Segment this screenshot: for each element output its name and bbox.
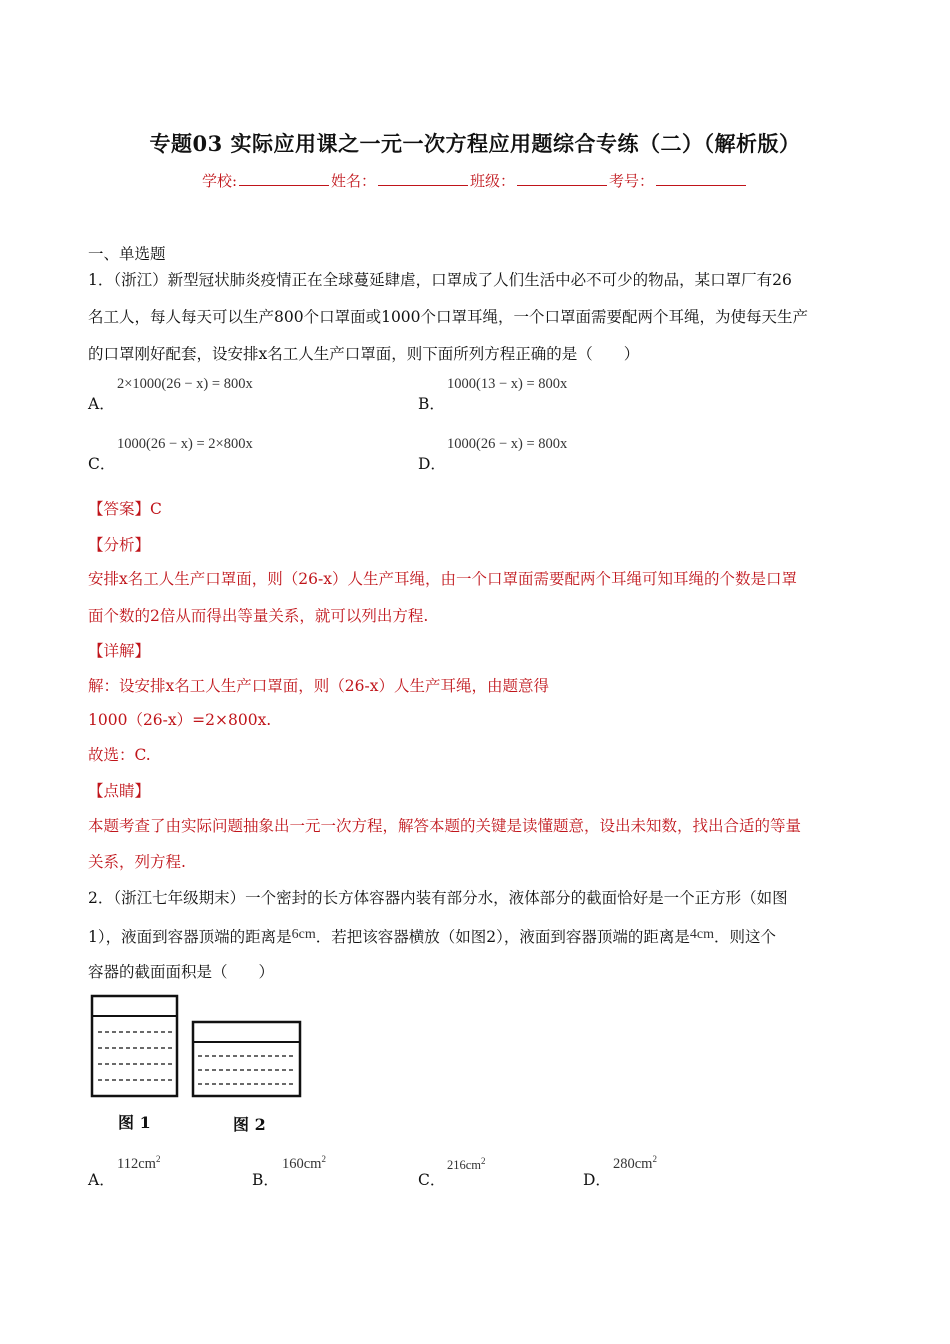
q1-option-b-label: B．: [418, 395, 445, 413]
comment-line1: 本题考查了由实际问题抽象出一元一次方程，解答本题的关键是读懂题意，设出未知数，找出合适的等量: [88, 817, 802, 835]
detail-line2: 1000（26-x）=2×800x.: [88, 711, 272, 729]
figure-2-container: [193, 1022, 300, 1096]
q2-line2: [88, 925, 776, 947]
comment-header: 【点睛】: [88, 782, 151, 800]
q2-line2-part3: ．则这个: [713, 928, 776, 946]
q2-option-c-value: $216cm^2$: [447, 1156, 486, 1173]
q2-option-a-label: A．: [88, 1171, 115, 1189]
q2-option-b-value: $160cm^2$: [282, 1154, 326, 1172]
q2-option-c-label: C．: [418, 1171, 446, 1189]
q1-option-c-label: C．: [88, 455, 116, 473]
q2-unit-a: 6cm: [291, 927, 316, 942]
name-label: 姓名：: [331, 172, 377, 190]
class-label: 班级：: [470, 172, 516, 190]
name-field[interactable]: [378, 171, 468, 186]
q1-option-a-formula: 2×1000(26 − x) = 800x: [117, 376, 253, 392]
q1-option-c-formula: 1000(26 − x) = 2×800x: [117, 436, 253, 452]
figure-2-label: 图 2: [233, 1115, 266, 1134]
q2-option-b-label: B．: [252, 1171, 279, 1189]
q2-line1: 2．（浙江七年级期末）一个密封的长方体容器内装有部分水，液体部分的截面恰好是一个正方形（如图: [88, 889, 788, 907]
q2-line3: 容器的截面面积是（ ）: [88, 963, 275, 981]
figure-1-container: [92, 996, 177, 1096]
analysis-line2: 面个数的2倍从而得出等量关系，就可以列出方程.: [88, 607, 429, 625]
q2-line2-part1: 1），液面到容器顶端的距离是: [88, 928, 292, 946]
detail-line1: 解：设安排x名工人生产口罩面，则（26-x）人生产耳绳，由题意得: [88, 677, 549, 695]
q1-line2: 名工人，每人每天可以生产800个口罩面或1000个口罩耳绳，一个口罩面需要配两个耳绳，为使每天生产: [88, 308, 809, 326]
comment-line2: 关系，列方程.: [88, 853, 186, 871]
page-title: 专题03 实际应用课之一元一次方程应用题综合专练（二）（解析版）: [149, 131, 801, 156]
detail-line3: 故选：C.: [88, 746, 151, 764]
q1-option-b-formula: 1000(13 − x) = 800x: [447, 376, 568, 392]
q1-option-a-label: A．: [88, 395, 115, 413]
q1-option-d-label: D．: [418, 455, 446, 473]
number-field[interactable]: [656, 171, 746, 186]
class-field[interactable]: [517, 171, 607, 186]
analysis-header: 【分析】: [88, 536, 151, 554]
school-field[interactable]: [239, 171, 329, 186]
school-label: 学校:: [201, 172, 237, 190]
q1-answer: [88, 499, 162, 519]
q1-option-d-formula: 1000(26 − x) = 800x: [447, 436, 568, 452]
answer-value: C: [150, 500, 162, 518]
student-info-line: [0, 170, 950, 191]
number-label: 考号：: [609, 172, 655, 190]
figure-1-label: 图 1: [118, 1113, 151, 1132]
q2-option-d-value: $280cm^2$: [613, 1154, 657, 1172]
q2-unit-b: 4cm: [689, 927, 714, 942]
detail-header: 【详解】: [88, 642, 151, 660]
container-figures: [90, 994, 310, 1104]
q1-line3: 的口罩刚好配套，设安排x名工人生产口罩面，则下面所列方程正确的是（ ）: [88, 345, 640, 363]
answer-header: 【答案】: [88, 500, 151, 518]
analysis-line1: 安排x名工人生产口罩面，则（26-x）人生产耳绳，由一个口罩面需要配两个耳绳可知耳绳的个数是口罩: [88, 570, 797, 588]
q2-line2-part2: ．若把该容器横放（如图2），液面到容器顶端的距离是: [315, 928, 690, 946]
q2-option-d-label: D．: [583, 1171, 611, 1189]
section-heading: 一、单选题: [88, 245, 166, 263]
q1-line1: 1．（浙江）新型冠状肺炎疫情正在全球蔓延肆虐，口罩成了人们生活中必不可少的物品，某口罩厂有26: [88, 271, 792, 289]
q2-option-a-value: $112cm^2$: [117, 1154, 161, 1172]
